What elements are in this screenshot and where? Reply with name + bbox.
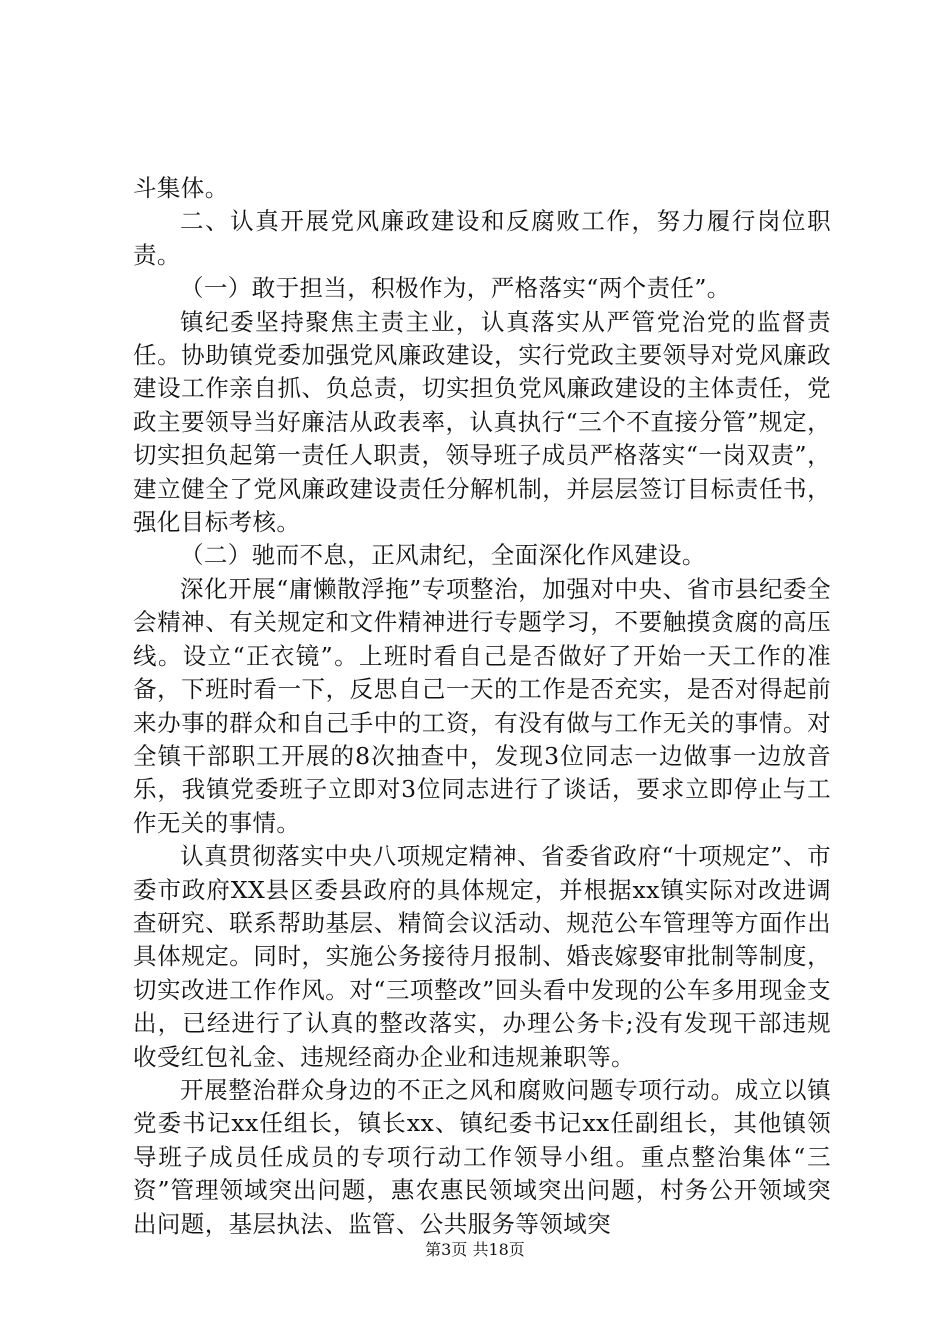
subheading-two: （二）驰而不息，正风肃纪，全面深化作风建设。 [180,541,706,570]
paragraph-continuation: 斗集体。 [133,174,229,202]
page-number-footer: 第3页 共18页 [425,1240,525,1259]
subheading-one: （一）敢于担当，积极作为，严格落实“两个责任”。 [180,274,731,303]
paragraph-supervision-responsibility: 镇纪委坚持聚焦主责主业，认真落实从严管党治党的监督责任。协助镇党委加强党风廉政建设，实行党政主要领导对党风廉政建设工作亲自抓、负总责，切实担负党风廉政建设的主体责任，党政主要领导当好廉洁从政表率，认真执行“三个不直接分管”规定，切实担负起第一责任人职责，领导班子成员严格落实“一岗双责”，建立健全了党风廉政建设责任分解机制，并层层签订目标责任书，强化目标考核。 [133,307,831,537]
paragraph-work-style: 深化开展“庸懒散浮拖”专项整治，加强对中央、省市县纪委全会精神、有关规定和文件精神进行专题学习，不要触摸贪腐的高压线。设立“正衣镜”。上班时看自己是否做好了开始一天工作的准备，下班时看一下，反思自己一天的工作是否充实，是否对得起前来办事的群众和自己手中的工资，有没有做与工作无关的事情。对全镇干部职工开展的8次抽查中，发现3位同志一边做事一边放音乐，我镇党委班子立即对3位同志进行了谈话，要求立即停止与工作无关的事情。 [133,574,831,837]
paragraph-special-action: 开展整治群众身边的不正之风和腐败问题专项行动。成立以镇党委书记xx任组长，镇长xx、镇纪委书记xx任副组长，其他镇领导班子成员任成员的专项行动工作领导小组。重点整治集体“三资”管理领域突出问题，惠农惠民领域突出问题，村务公开领域突出问题，基层执法、监管、公共服务等领域突 [133,1075,831,1238]
body-text [133,172,831,1241]
paragraph-eight-rules: 认真贯彻落实中央八项规定精神、省委省政府“十项规定”、市委市政府XX县区委县政府的具体规定，并根据xx镇实际对改进调查研究、联系帮助基层、精简会议活动、规范公车管理等方面作出具体规定。同时，实施公务接待月报制、婚丧嫁娶审批制等制度，切实改进工作作风。对“三项整改”回头看中发现的公车多用现金支出，已经进行了认真的整改落实，办理公务卡;没有发现干部违规收受红包礼金、违规经商办企业和违规兼职等。 [133,842,831,1071]
section-heading-two: 二、认真开展党风廉政建设和反腐败工作，努力履行岗位职责。 [133,207,831,269]
